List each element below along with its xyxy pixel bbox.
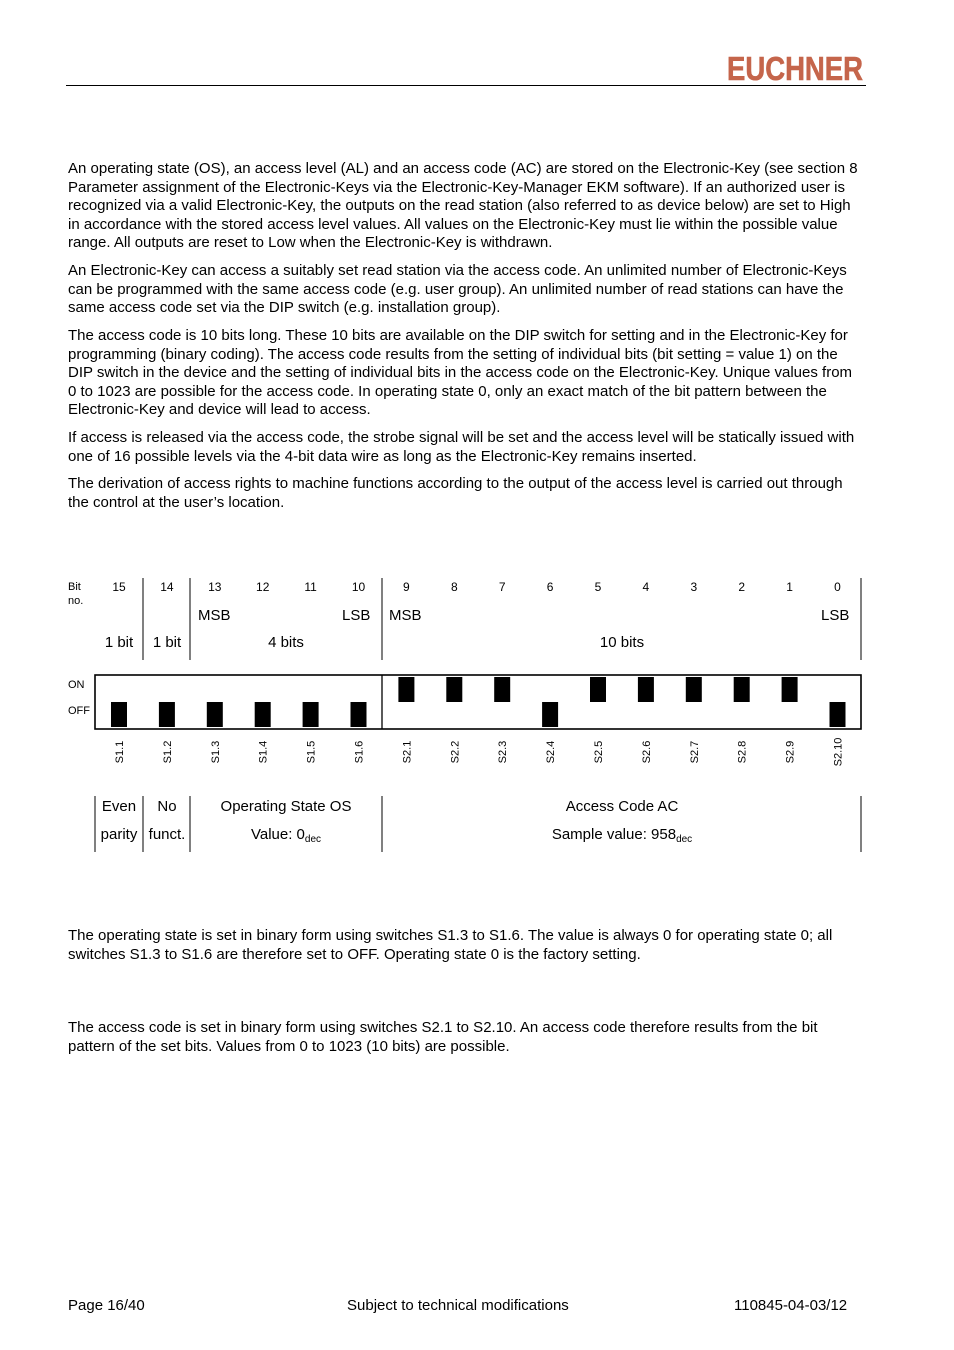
width-label-ac: 10 bits xyxy=(599,634,645,651)
switch-s1-6-lever xyxy=(351,702,367,727)
bit-number: 3 xyxy=(690,580,698,594)
paragraph-access-rights: The derivation of access rights to machine functions according to the output of the access level is carried out through the control at the user’s location. xyxy=(68,475,843,511)
switch-name-label: S2.8 xyxy=(736,740,749,764)
function-nofunct-line2: funct. xyxy=(148,826,186,843)
switch-name-label: S2.1 xyxy=(401,740,414,764)
header-rule xyxy=(66,85,866,86)
bit-number: 7 xyxy=(498,580,506,594)
bit-number: 1 xyxy=(786,580,793,594)
lsb-label-ac: LSB xyxy=(821,607,850,624)
paragraph-access-code-setting: The access code is set in binary form using switches S2.1 to S2.10. An access code therefore results from the bit pattern of the set bits. Values from 0 to 1023 (10 bits) are possible. xyxy=(68,1019,818,1055)
dip-switch-diagram xyxy=(0,560,954,860)
bit-number: 5 xyxy=(594,580,602,594)
bit-number: 6 xyxy=(546,580,554,594)
bit-number: 4 xyxy=(642,580,650,594)
switch-s2-6-lever xyxy=(638,677,654,702)
lsb-label-os: LSB xyxy=(342,607,371,624)
switch-s2-10-lever xyxy=(830,702,846,727)
bit-number: 8 xyxy=(450,580,458,594)
paragraph-strobe: If access is released via the access code, the strobe signal will be set and the access level will be statically issued with one of 16 possible levels via the 4-bit data wire as long as the Electronic-Key remains inserted. xyxy=(68,429,855,465)
switch-s2-9-lever xyxy=(782,677,798,702)
switch-s1-5-lever xyxy=(303,702,319,727)
switch-name-label: S1.5 xyxy=(305,740,318,764)
bit-number: 11 xyxy=(304,580,317,594)
bit-number: 13 xyxy=(208,580,222,594)
switch-s2-8-lever xyxy=(734,677,750,702)
switch-name-label: S2.7 xyxy=(688,740,701,764)
footer-doc-id: 110845-04-03/12 xyxy=(734,1297,848,1314)
function-parity-line1: Even xyxy=(101,798,137,815)
bit-no-label: no. xyxy=(68,595,84,607)
bit-number: 14 xyxy=(160,580,174,594)
switch-s2-1-lever xyxy=(398,677,414,702)
brand-name: EUCHNER xyxy=(727,50,864,87)
switch-name-label: S1.1 xyxy=(114,740,126,764)
switch-s1-4-lever xyxy=(255,702,271,727)
switch-s2-3-lever xyxy=(494,677,510,702)
paragraph-intro: An operating state (OS), an access level (AL) and an access code (AC) are stored on the Electronic-Key (see section 8 Parameter assignment of the Electronic-Keys via the Electronic-Key-Manager EKM software). If an authorized user is recognized via a valid Electronic-Key, the outputs on the read station (also referred to as device below) are set to High in accordance with the stored access level values. All values on the Electronic-Key must lie within the possible value range. All outputs are reset to Low when the Electronic-Key is withdrawn. xyxy=(68,160,858,251)
function-ac-title: Access Code AC xyxy=(565,798,679,815)
width-label-parity: 1 bit xyxy=(104,634,134,651)
msb-label-ac: MSB xyxy=(389,607,422,624)
paragraph-access-code-bits: The access code is 10 bits long. These 10 bits are available on the DIP switch for setting and in the Electronic-Key for programming (binary coding). The access code results from the setting of individual bits (bit setting = value 1) on the DIP switch in the device and the setting of individual bits in the access code on the Electronic-Key. Unique values from 0 to 1023 are possible for the access code. In operating state 0, only an exact match of the bit pattern between the Electronic-Key and device will lead to access. xyxy=(68,327,853,418)
bit-number: 0 xyxy=(834,580,841,594)
switch-name-label: S1.6 xyxy=(353,740,366,764)
msb-label-os: MSB xyxy=(198,607,231,624)
paragraph-operating-state: The operating state is set in binary form using switches S1.3 to S1.6. The value is always 0 for operating state 0; all switches S1.3 to S1.6 are therefore set to OFF. Operating state 0 is the factory setting. xyxy=(68,927,833,963)
function-os-title: Operating State OS xyxy=(220,798,352,815)
footer-page-number: Page 16/40 xyxy=(68,1297,145,1314)
switch-name-label: S1.4 xyxy=(257,740,270,764)
bit-number: 12 xyxy=(256,580,270,594)
function-os-value: Value: $0_{dec}$ xyxy=(250,826,322,845)
switch-s2-4-lever xyxy=(542,702,558,727)
switch-name-label: S1.2 xyxy=(161,740,174,764)
switch-name-label: S1.3 xyxy=(209,740,222,764)
paragraph-access-code-usage: An Electronic-Key can access a suitably set read station via the access code. An unlimited number of Electronic-Keys can be programmed with the same access code (e.g. user group). An unlimited number of read stations can have the same access code set via the DIP switch (e.g. installation group). xyxy=(68,262,847,316)
switch-name-label: S2.9 xyxy=(784,740,797,764)
function-ac-value: Sample value: $958_{dec}$ xyxy=(551,826,693,845)
switch-s2-5-lever xyxy=(590,677,606,702)
bit-number: 15 xyxy=(112,580,126,594)
switch-name-label: S2.10 xyxy=(832,737,845,767)
function-parity-line2: parity xyxy=(100,826,138,843)
switch-name-label: S2.3 xyxy=(497,740,510,764)
switch-name-label: S2.2 xyxy=(449,740,462,764)
switch-s1-2-lever xyxy=(159,702,175,727)
bit-number: 9 xyxy=(403,580,410,594)
switch-name-label: S2.6 xyxy=(640,740,653,764)
off-label: OFF xyxy=(68,705,90,717)
switch-s2-2-lever xyxy=(446,677,462,702)
on-label: ON xyxy=(68,679,85,691)
switch-s1-1-lever xyxy=(111,702,127,727)
footer-notice: Subject to technical modifications xyxy=(347,1297,569,1314)
width-label-os: 4 bits xyxy=(268,634,304,651)
function-nofunct-line1: No xyxy=(157,798,177,815)
switch-name-label: S2.4 xyxy=(545,740,558,764)
width-label-nofunct: 1 bit xyxy=(152,634,182,651)
switch-s1-3-lever xyxy=(207,702,223,727)
switch-s2-7-lever xyxy=(686,677,702,702)
switch-name-label: S2.5 xyxy=(593,740,605,764)
bit-label: Bit xyxy=(68,581,81,593)
euchner-logo xyxy=(726,50,864,86)
bit-number: 10 xyxy=(351,580,366,594)
bit-number: 2 xyxy=(738,580,746,594)
